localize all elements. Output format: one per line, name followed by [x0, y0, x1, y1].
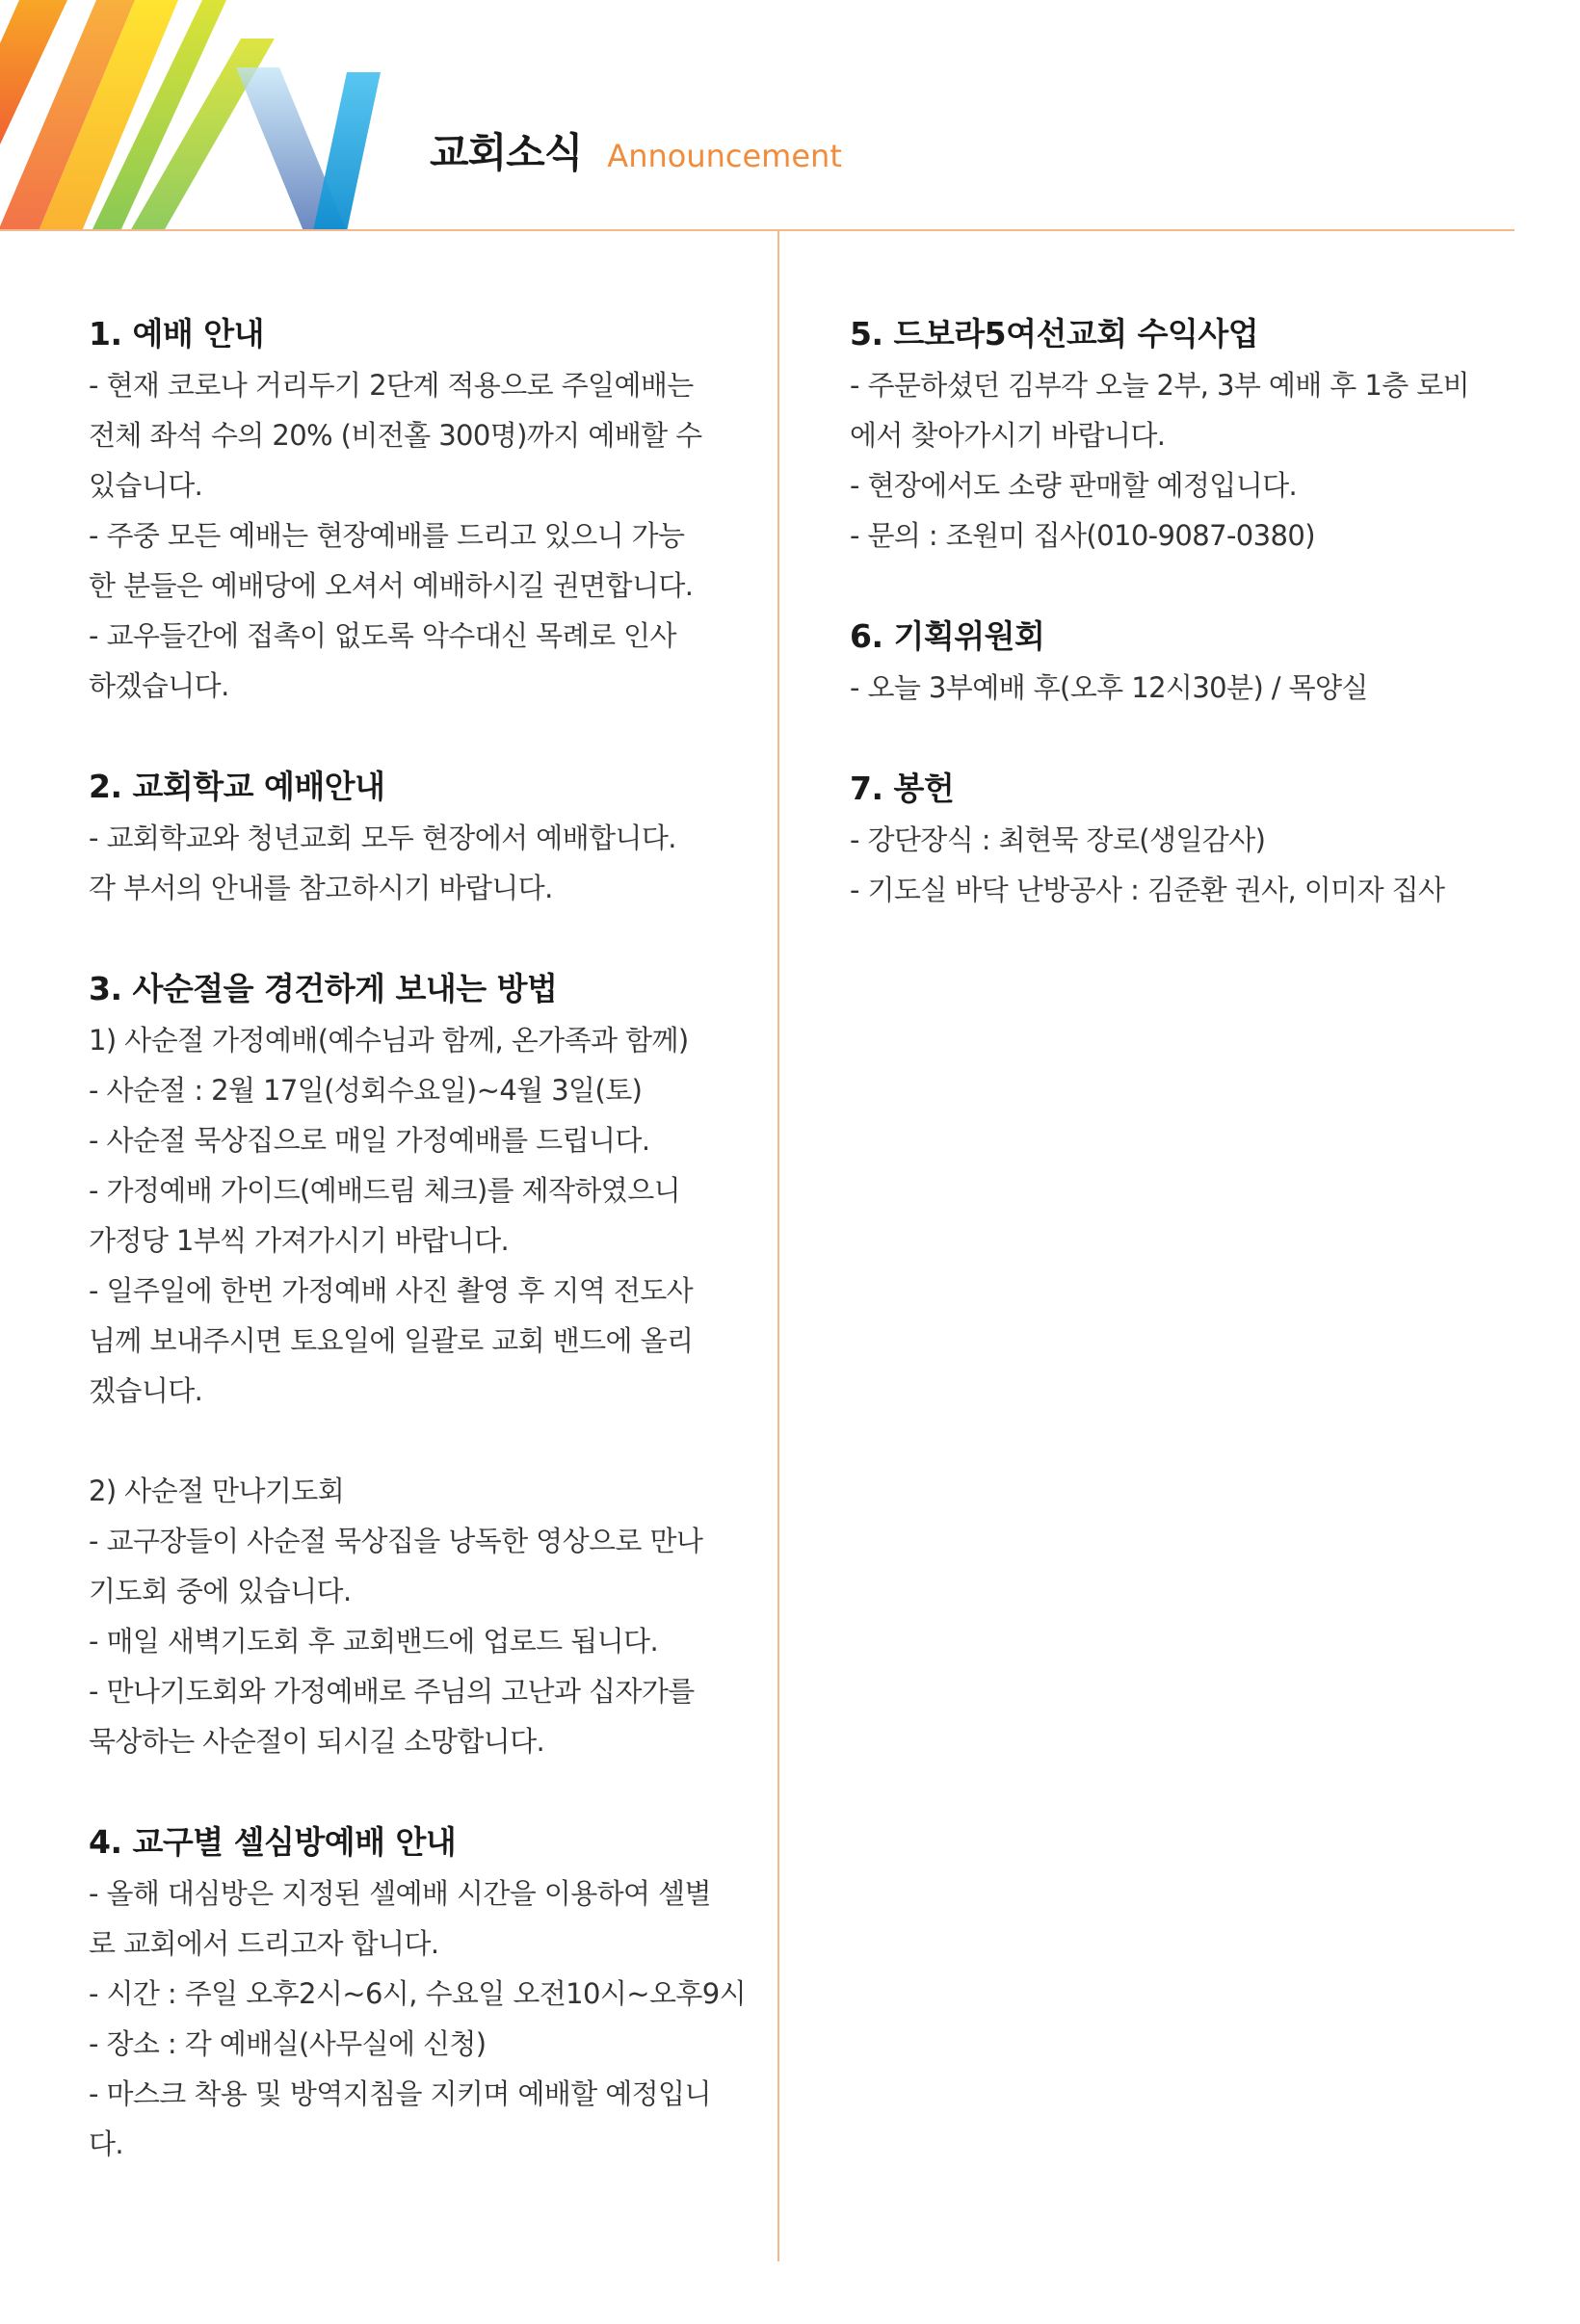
announcement-section [89, 761, 715, 913]
section-title: 2. 교회학교 예배안내 [89, 768, 385, 805]
page-header [430, 121, 842, 179]
section-title: 1. 예배 안내 [89, 315, 264, 353]
announcement-section [850, 308, 1476, 561]
section-line: - 사순절 묵상집으로 매일 가정예배를 드립니다. [89, 1124, 650, 1157]
section-title: 3. 사순절을 경건하게 보내는 방법 [89, 970, 558, 1007]
section-title: 7. 봉헌 [850, 770, 955, 807]
section-line: - 교구장들이 사순절 묵상집을 낭독한 영상으로 만나 [89, 1525, 703, 1557]
section-line: 각 부서의 안내를 참고하시기 바랍니다. [89, 872, 553, 904]
section-line: 전체 좌석 수의 20% (비전홀 300명)까지 예배할 수 [89, 419, 702, 452]
section-line: - 시간 : 주일 오후2시~6시, 수요일 오전10시~오후9시 [89, 1977, 747, 2010]
announcement-section [89, 1816, 747, 2169]
section-line: 묵상하는 사순절이 되시길 소망합니다. [89, 1725, 545, 1758]
header-divider [0, 229, 1514, 231]
announcement-section [850, 611, 1476, 713]
section-line: 가정당 1부씩 가져가시기 바랍니다. [89, 1224, 510, 1257]
section-line: - 가정예배 가이드(예배드림 체크)를 제작하였으니 [89, 1174, 681, 1207]
section-line: 에서 찾아가시기 바랍니다. [850, 419, 1166, 452]
section-line: - 장소 : 각 예배실(사무실에 신청) [89, 2027, 487, 2060]
section-line: 기도회 중에 있습니다. [89, 1575, 352, 1607]
section-line: 다. [89, 2128, 124, 2160]
section-line: - 오늘 3부예배 후(오후 12시30분) / 목양실 [850, 671, 1368, 704]
section-line: - 주중 모든 예배는 현장예배를 드리고 있으니 가능 [89, 519, 685, 552]
section-title: 4. 교구별 셀심방예배 안내 [89, 1823, 457, 1861]
right-column [850, 308, 1476, 965]
section-title: 6. 기획위원회 [850, 617, 1045, 655]
section-line: - 주문하셨던 김부각 오늘 2부, 3부 예배 후 1층 로비 [850, 369, 1470, 402]
section-line: - 매일 새벽기도회 후 교회밴드에 업로드 됩니다. [89, 1625, 659, 1658]
decorative-stripes-graphic [0, 0, 385, 231]
section-title: 5. 드보라5여선교회 수익사업 [850, 315, 1259, 353]
page-title: 교회소식 [430, 129, 583, 176]
column-divider [777, 229, 779, 2261]
section-line: - 기도실 바닥 난방공사 : 김준환 권사, 이미자 집사 [850, 874, 1445, 906]
section-line: - 마스크 착용 및 방역지침을 지키며 예배할 예정입니 [89, 2077, 711, 2110]
section-line: 겠습니다. [89, 1374, 203, 1407]
section-line: - 현재 코로나 거리두기 2단계 적용으로 주일예배는 [89, 369, 694, 402]
section-line: - 사순절 : 2월 17일(성회수요일)~4월 3일(토) [89, 1074, 643, 1107]
section-line: 하겠습니다. [89, 669, 229, 702]
section-line: 2) 사순절 만나기도회 [89, 1475, 345, 1507]
section-line: - 교우들간에 접촉이 없도록 악수대신 목례로 인사 [89, 619, 676, 652]
section-line: 있습니다. [89, 469, 203, 502]
section-line: - 문의 : 조원미 집사(010-9087-0380) [850, 519, 1315, 552]
page-subtitle: Announcement [607, 138, 842, 174]
section-line: - 올해 대심방은 지정된 셀예배 시간을 이용하여 셀별 [89, 1877, 711, 1910]
section-line: - 만나기도회와 가정예배로 주님의 고난과 십자가를 [89, 1675, 695, 1708]
section-line: - 일주일에 한번 가정예배 사진 촬영 후 지역 전도사 [89, 1274, 694, 1307]
section-line: - 교회학교와 청년교회 모두 현장에서 예배합니다. [89, 822, 676, 854]
section-line: - 현장에서도 소량 판매할 예정입니다. [850, 469, 1298, 502]
section-line: 1) 사순절 가정예배(예수님과 함께, 온가족과 함께) [89, 1024, 689, 1057]
section-line: 님께 보내주시면 토요일에 일괄로 교회 밴드에 올리 [89, 1324, 694, 1357]
spacer [89, 1416, 715, 1466]
section-line: 로 교회에서 드리고자 합니다. [89, 1927, 439, 1960]
announcement-section [89, 308, 715, 711]
left-column [89, 308, 747, 2219]
announcement-section [89, 963, 715, 1766]
section-line: 한 분들은 예배당에 오셔서 예배하시길 권면합니다. [89, 569, 694, 602]
section-line: - 강단장식 : 최현묵 장로(생일감사) [850, 823, 1266, 856]
announcement-section [850, 763, 1476, 915]
